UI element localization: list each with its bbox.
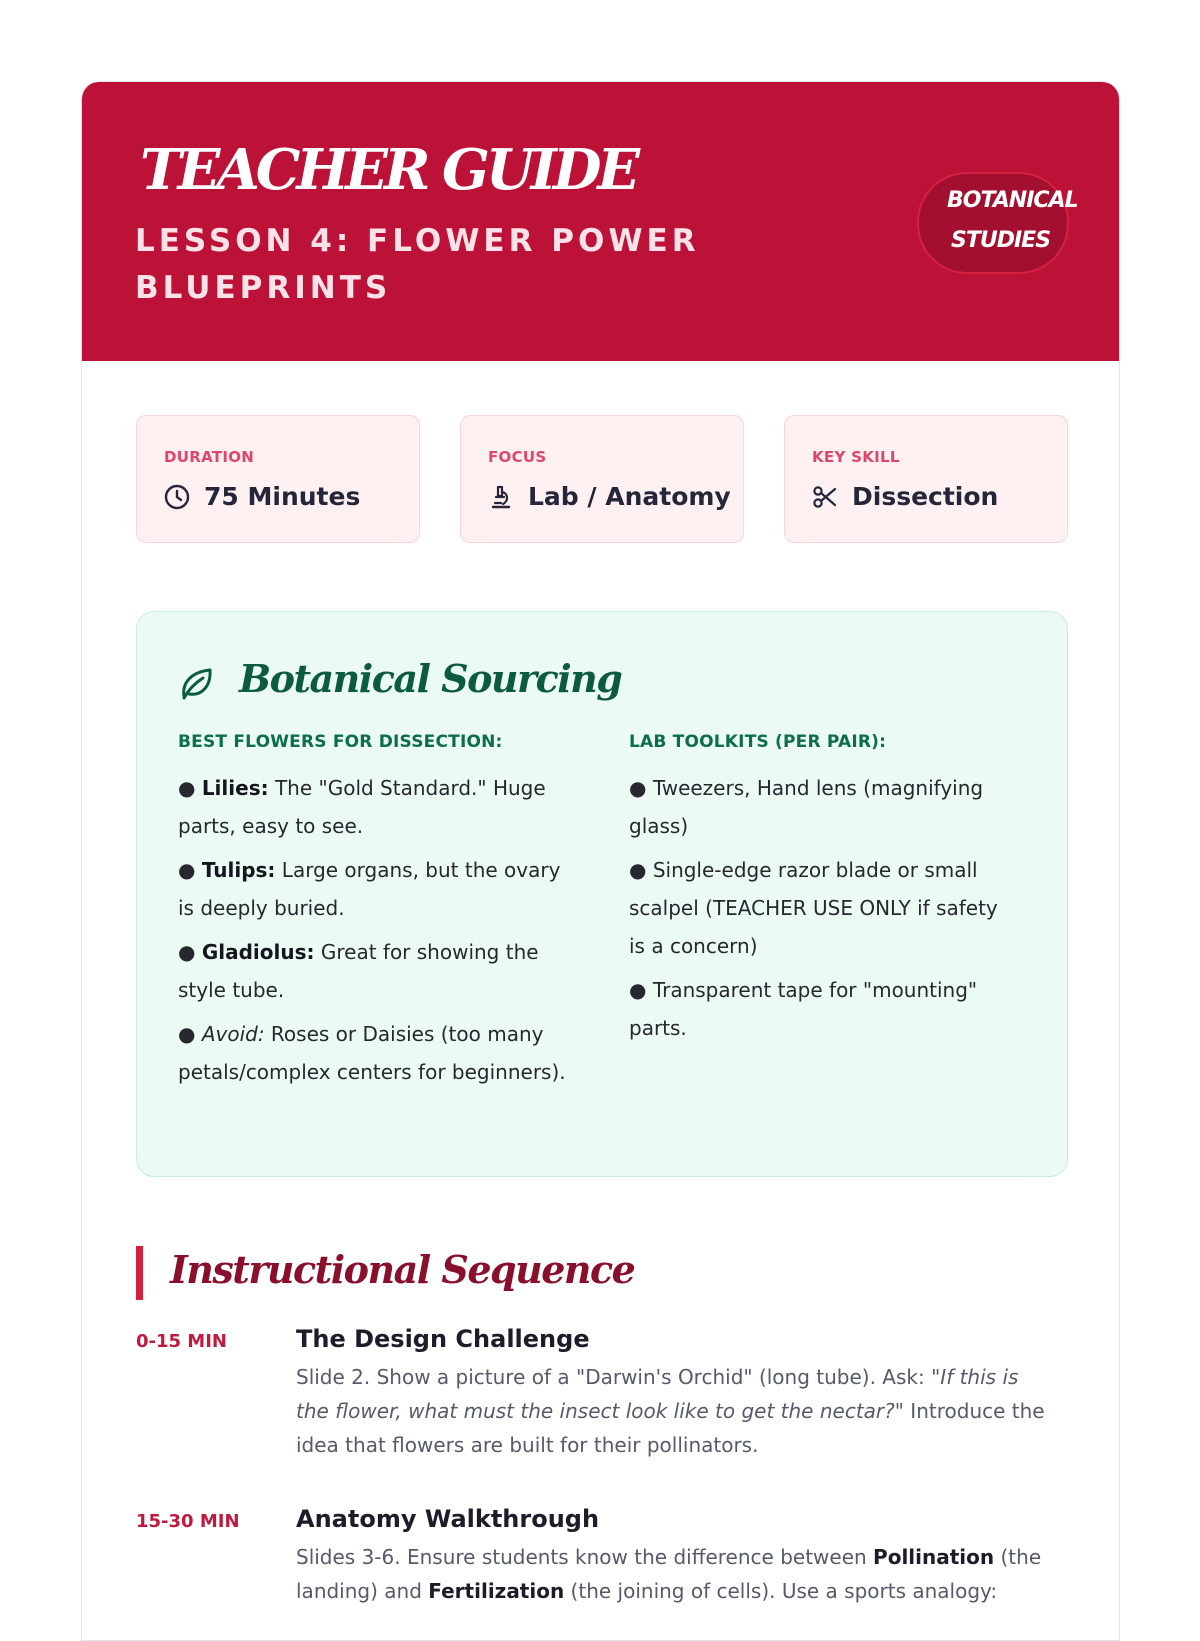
bullet: ● [629, 776, 647, 800]
step-body-term: Pollination [873, 1545, 995, 1569]
item-label: Tulips: [201, 858, 276, 882]
item-label: Avoid: [201, 1022, 265, 1046]
step-title: Anatomy Walkthrough [296, 1505, 600, 1533]
step-body-text: Slides 3-6. Ensure students know the difference between [296, 1545, 874, 1569]
step-body-quote: "If this is the flower, what must the insect look like to get the nectar?" [296, 1365, 1019, 1423]
step-body-text: Introduce the idea that flowers are built for their pollinators. [296, 1399, 1045, 1457]
section-title: Botanical Sourcing [239, 656, 622, 701]
category-tag-line-2: STUDIES [951, 228, 1051, 253]
step-time: 15-30 MIN [136, 1511, 240, 1532]
item-label: Lilies: [201, 776, 269, 800]
item-text: Great for showing the style tube. [178, 940, 539, 1002]
bullet: ● [629, 858, 647, 882]
stat-value: Lab / Anatomy [528, 482, 731, 511]
bullet: ● [178, 858, 196, 882]
step-body [296, 1540, 1056, 1608]
category-tag [917, 172, 1077, 274]
item-label: Gladiolus: [201, 940, 315, 964]
botanical-sourcing-panel [136, 611, 1068, 1177]
item-text: Tweezers, Hand lens (magnifying glass) [629, 776, 984, 838]
section-title: Instructional Sequence [170, 1247, 635, 1292]
item-text: Transparent tape for "mounting" parts. [629, 978, 978, 1040]
list-item [629, 769, 1019, 845]
bullet: ● [178, 940, 196, 964]
column-heading: LAB TOOLKITS (PER PAIR): [629, 732, 887, 752]
stat-card-key-skill [784, 415, 1068, 543]
list-item [178, 851, 568, 927]
microscope-icon [487, 483, 515, 511]
section-accent-bar [136, 1246, 143, 1300]
list-item [178, 933, 568, 1009]
stat-card-duration [136, 415, 420, 543]
list-item [629, 971, 1019, 1047]
stat-label: DURATION [164, 448, 255, 466]
step-body-text: (the joining of cells). Use a sports analogy: [564, 1579, 998, 1603]
stat-value: Dissection [852, 482, 999, 511]
bullet: ● [178, 776, 196, 800]
leaf-icon [177, 663, 217, 703]
bullet: ● [629, 978, 647, 1002]
list-item [178, 1015, 568, 1091]
step-title: The Design Challenge [296, 1325, 590, 1353]
item-text: The "Gold Standard." Huge parts, easy to see. [178, 776, 546, 838]
page-title: TEACHER GUIDE [140, 137, 637, 203]
step-body-text: Slide 2. Show a picture of a "Darwin's Orchid" (long tube). Ask: [296, 1365, 932, 1389]
item-text: Large organs, but the ovary is deeply buried. [178, 858, 561, 920]
item-text: Roses or Daisies (too many petals/complex centers for beginners). [178, 1022, 566, 1084]
item-text: Single-edge razor blade or small scalpel (TEACHER USE ONLY if safety is a concern) [629, 858, 998, 958]
teacher-guide-card [81, 81, 1120, 1641]
step-time: 0-15 MIN [136, 1331, 227, 1352]
list-item [178, 769, 568, 845]
step-body [296, 1360, 1056, 1462]
toolkits-column [629, 732, 1019, 1053]
bullet: ● [178, 1022, 196, 1046]
category-tag-line-1: BOTANICAL [947, 188, 1078, 213]
stat-card-focus [460, 415, 744, 543]
stat-label: KEY SKILL [812, 448, 900, 466]
stat-value: 75 Minutes [204, 482, 361, 511]
stat-label: FOCUS [488, 448, 547, 466]
scissors-icon [811, 483, 839, 511]
lesson-subtitle: LESSON 4: FLOWER POWER BLUEPRINTS [135, 223, 700, 306]
clock-icon [163, 483, 191, 511]
flowers-column [178, 732, 568, 1097]
guide-header [82, 82, 1119, 361]
column-heading: BEST FLOWERS FOR DISSECTION: [178, 732, 503, 752]
step-body-term: Fertilization [428, 1579, 565, 1603]
list-item [629, 851, 1019, 965]
step-body-text: (the landing) and [296, 1545, 1042, 1603]
